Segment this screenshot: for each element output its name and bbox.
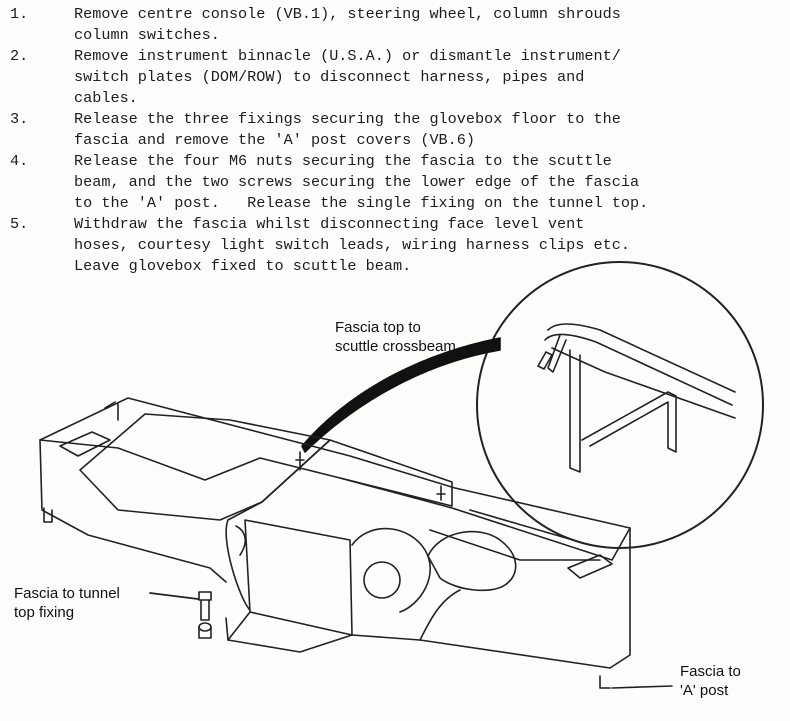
step-text: Remove centre console (VB.1), steering wheel, column shrouds column switches. — [74, 5, 621, 44]
label-a-post: Fascia to 'A' post — [680, 663, 741, 699]
step-text: Withdraw the fascia whilst disconnecting face level vent hoses, courtesy light switch leads, wiring harness clips etc. Leave glovebox fixed to scuttle beam. — [74, 215, 630, 275]
step-text: Release the three fixings securing the glovebox floor to the fascia and remove the 'A' post covers (VB.6) — [74, 110, 621, 149]
step-number: 1. — [10, 5, 29, 23]
step-text: Release the four M6 nuts securing the fascia to the scuttle beam, and the two screws securing the lower edge of the fascia to the 'A' post. Release the single fixing on the tunnel top. — [74, 152, 649, 212]
step-text: Remove instrument binnacle (U.S.A.) or dismantle instrument/ switch plates (DOM/ROW) to disconnect harness, pipes and cables. — [74, 47, 621, 107]
step-number: 5. — [10, 215, 29, 233]
detail-inset — [477, 262, 763, 548]
step-number: 2. — [10, 47, 29, 65]
label-fascia-top: Fascia top to scuttle crossbeam — [335, 319, 456, 355]
fascia-panel — [40, 398, 630, 688]
bolt-detail — [150, 592, 211, 638]
label-tunnel-fixing: Fascia to tunnel top fixing — [14, 585, 120, 621]
step-number: 3. — [10, 110, 29, 128]
a-post-leader — [612, 686, 672, 688]
step-number: 4. — [10, 152, 29, 170]
